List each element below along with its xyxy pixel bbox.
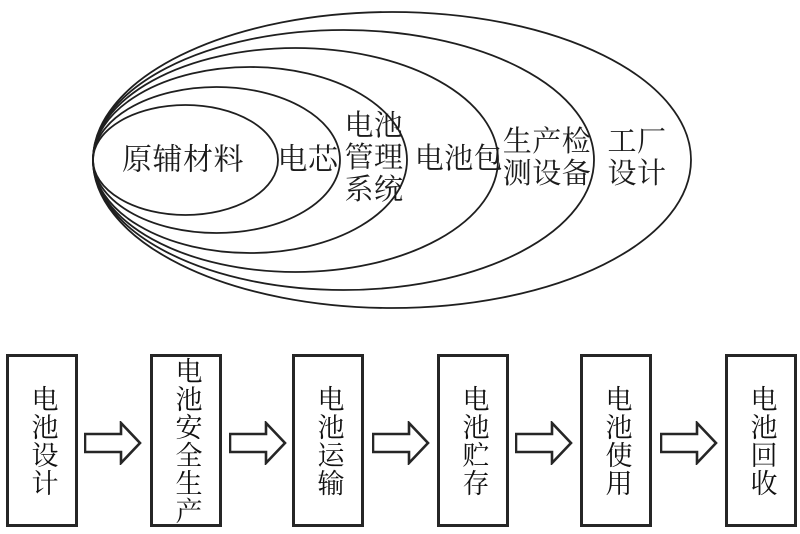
flow-step-battery-design (6, 354, 78, 527)
flow-arrow-icon (372, 421, 430, 465)
flow-step-safe-production (150, 354, 222, 527)
ring-label-battery-pack: 电池包 (414, 141, 504, 176)
ring-label-bms: 电池管理系统 (344, 108, 404, 206)
flow-step-label: 电池设计 (26, 384, 58, 497)
flow-step-label: 电池运输 (312, 384, 344, 497)
flow-arrow-icon (515, 421, 573, 465)
flow-step-use (580, 354, 652, 527)
ring-label-testing-equipment: 生产检测设备 (502, 124, 592, 190)
ring-label-factory-design: 工厂设计 (607, 124, 667, 190)
ring-label-cell: 电芯 (277, 142, 339, 178)
flow-step-storage (437, 354, 509, 527)
flow-arrow-icon (660, 421, 718, 465)
battery-lifecycle-flowchart (0, 335, 800, 534)
flow-step-transport (292, 354, 364, 527)
ring-label-raw-materials: 原辅材料 (122, 142, 244, 178)
flow-step-recycling (725, 354, 797, 527)
flow-step-label: 电池安全生产 (170, 356, 202, 525)
flow-step-label: 电池贮存 (457, 384, 489, 497)
flow-step-label: 电池使用 (600, 384, 632, 497)
flow-arrow-icon (229, 421, 287, 465)
flow-step-label: 电池回收 (745, 384, 777, 497)
flow-arrow-icon (84, 421, 142, 465)
